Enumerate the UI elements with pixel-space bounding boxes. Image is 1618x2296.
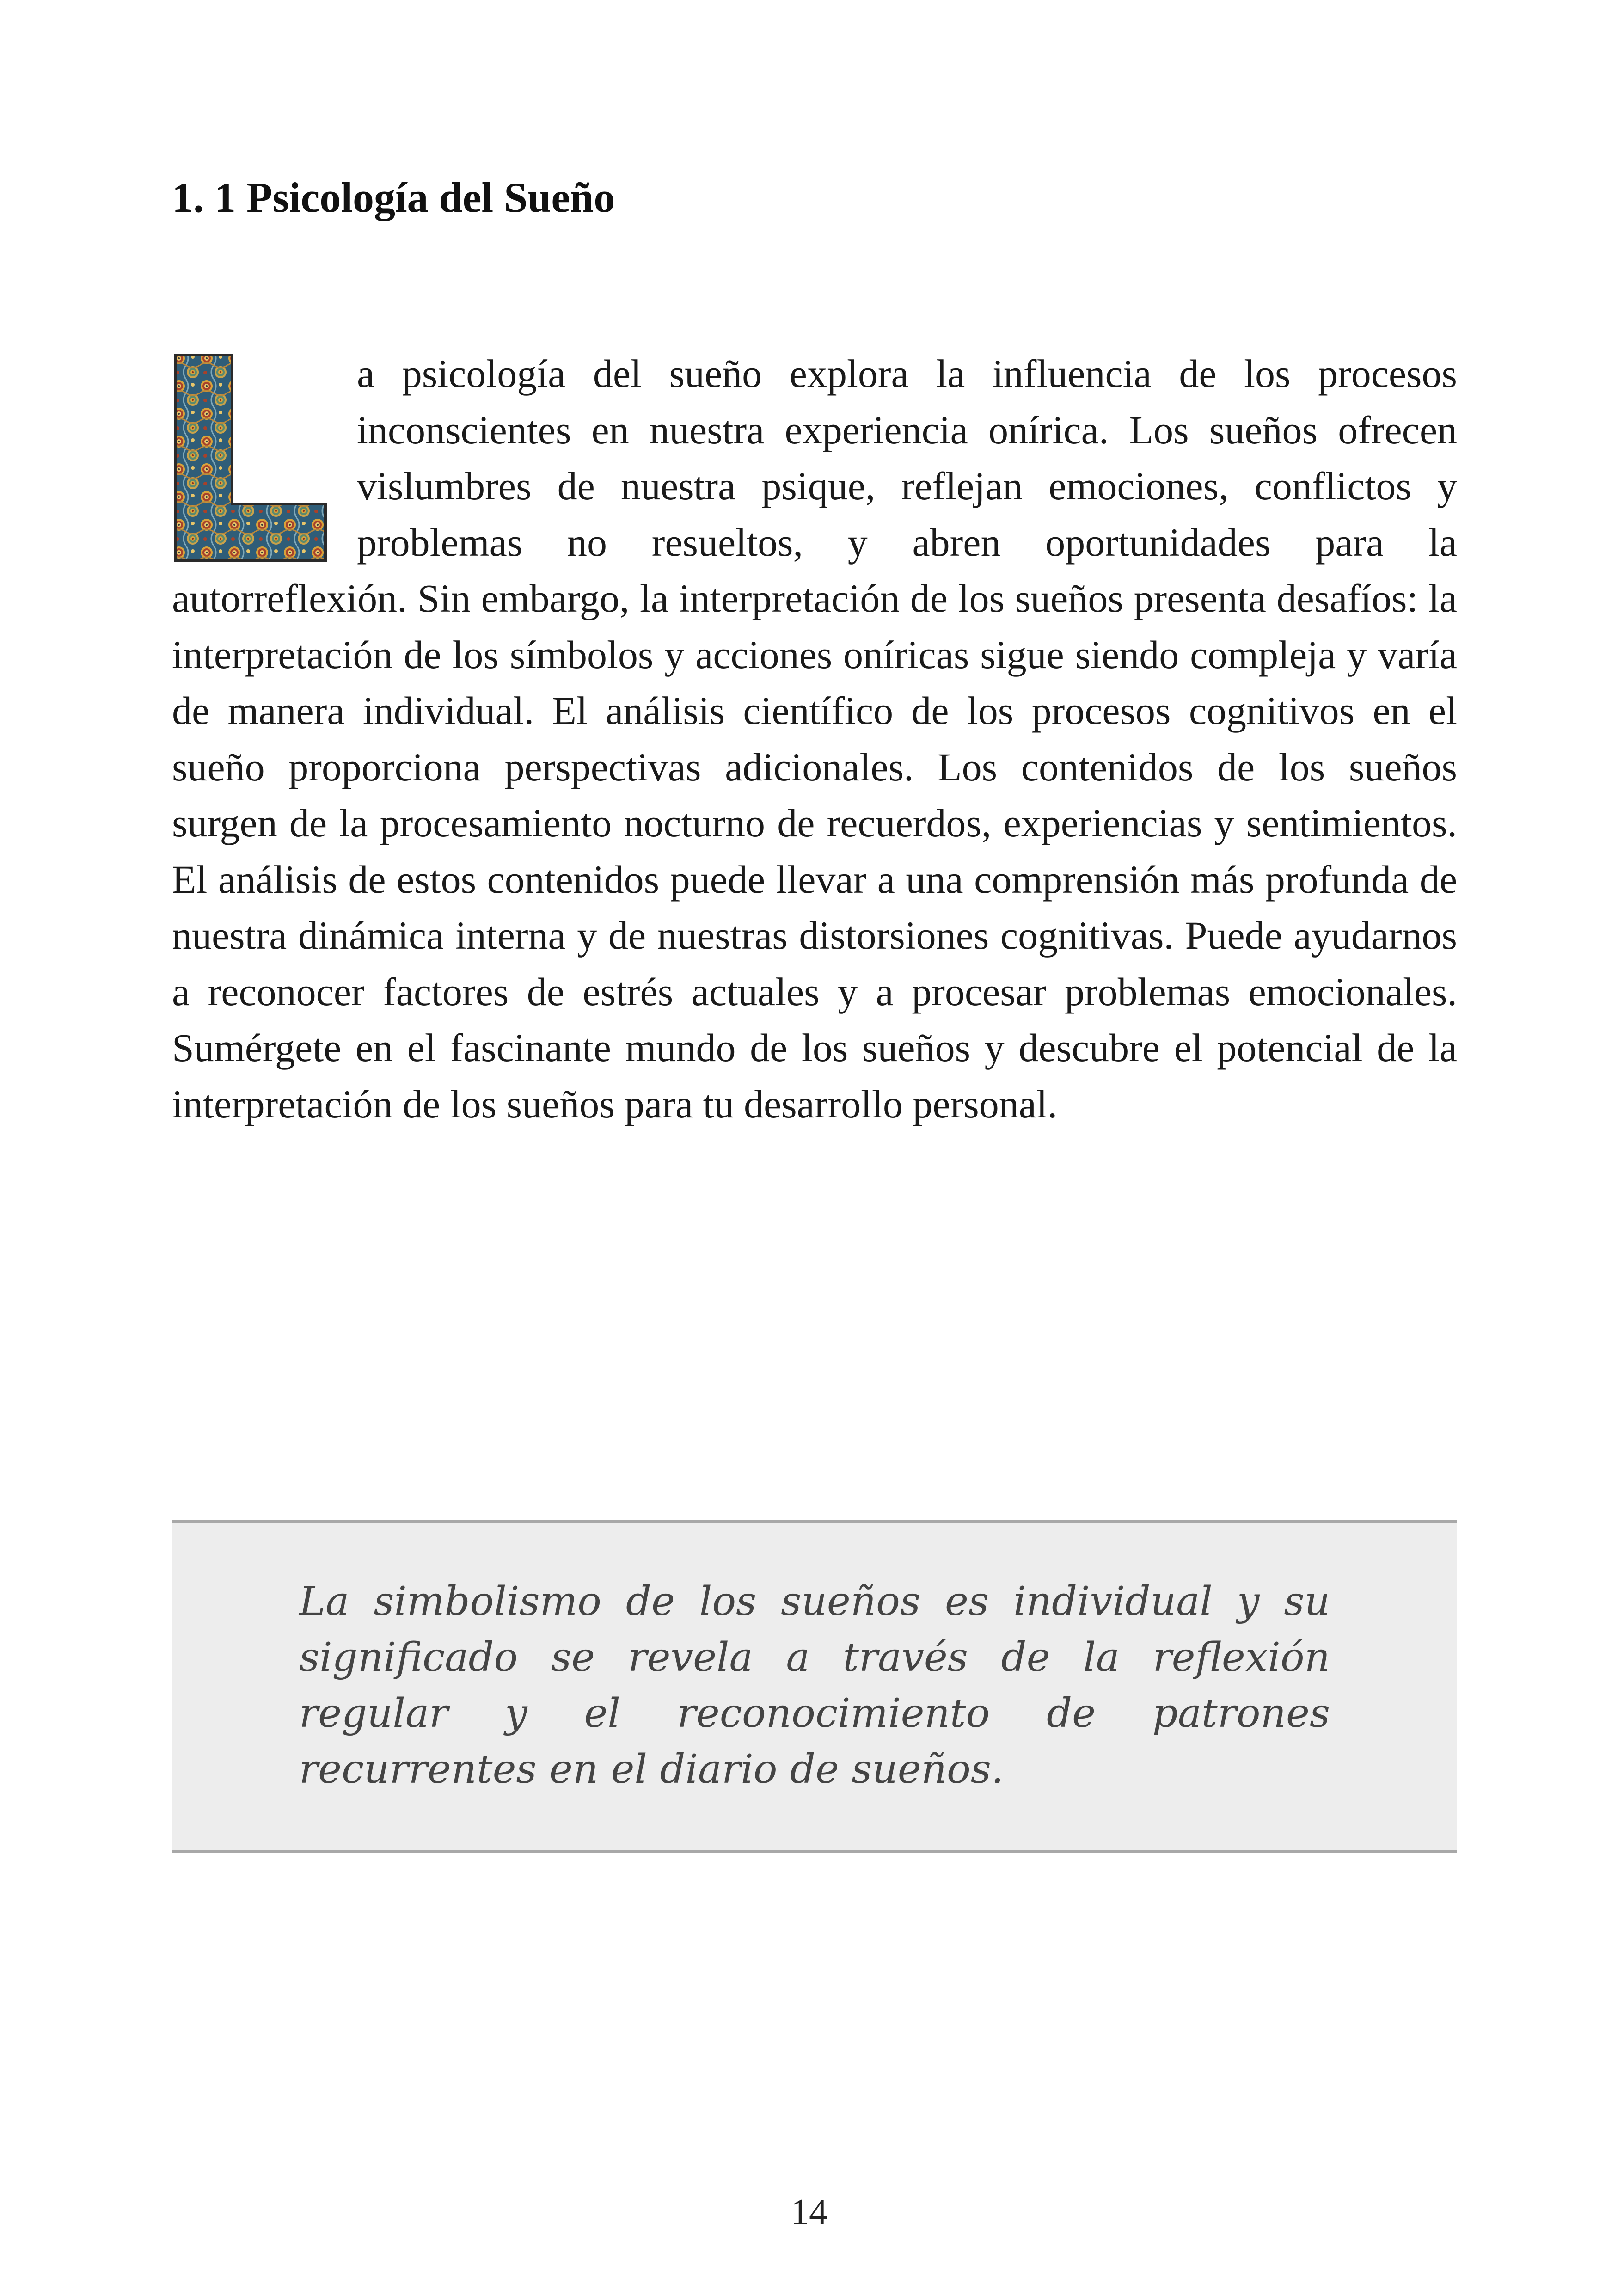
callout-box <box>172 1520 1457 1853</box>
dropcap-letter-l <box>172 351 329 564</box>
body-paragraph-container <box>172 346 1457 1132</box>
section-title: 1. 1 Psicología del Sueño <box>172 174 615 221</box>
page-number: 14 <box>791 2192 827 2233</box>
callout-text: La simbolismo de los sueños es individual y su significado se revela a través de la reflexión regular y el reconocimiento de patrones recurrentes en el diario de sueños. <box>299 1578 1330 1793</box>
body-paragraph-text: a psicología del sueño explora la influencia de los procesos inconscientes en nuestra experiencia onírica. Los sueños ofrecen vislumbres de nuestra psique, reflejan emociones, conflictos y problemas no resueltos, y abren oportunidades para la autorreflexión. Sin embargo, la interpretación de los sueños presenta desafíos: la interpretación de los símbolos y acciones oníricas sigue siendo compleja y varía de manera individual. El análisis científico de los procesos cognitivos en el sueño proporciona perspectivas adicionales. Los contenidos de los sueños surgen de la procesamiento nocturno de recuerdos, experiencias y sentimientos. El análisis de estos contenidos puede llevar a una comprensión más profunda de nuestra dinámica interna y de nuestras distorsiones cognitivas. Puede ayudarnos a reconocer factores de estrés actuales y a procesar problemas emocionales. Sumérgete en el fascinante mundo de los sueños y descubre el potencial de la interpretación de los sueños para tu desarrollo personal. <box>172 351 1457 1126</box>
